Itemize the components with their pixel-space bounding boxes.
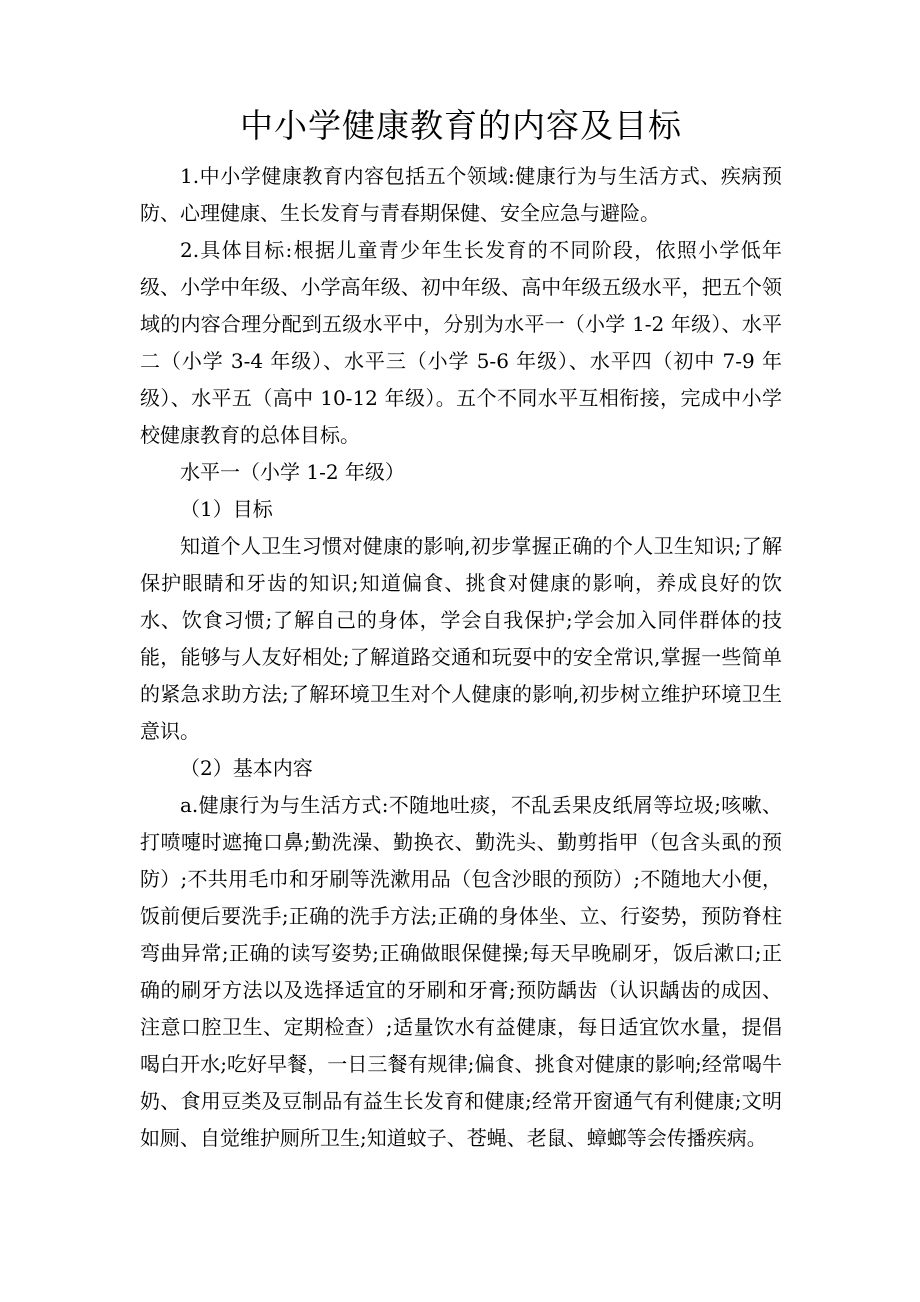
basic-content-heading: （2）基本内容 (180, 756, 313, 780)
goal-text: 知道个人卫生习惯对健康的影响,初步掌握正确的个人卫生知识;了解保护眼睛和牙齿的知识;知道偏食、挑食对健康的影响，养成良好的饮水、饮食习惯;了解自己的身体，学会自我保护;学会加入同伴群体的技能，能够与人友好相处;了解道路交通和玩耍中的安全常识,掌握一些简单的紧急求助方法;了解环境卫生对个人健康的影响,初步树立维护环境卫生意识。 (140, 534, 782, 743)
basic-content-text: a.健康行为与生活方式:不随地吐痰，不乱丢果皮纸屑等垃圾;咳嗽、打喷嚏时遮掩口鼻;勤洗澡、勤换衣、勤洗头、勤剪指甲（包含头虱的预防）;不共用毛巾和牙刷等洗漱用品（包含沙眼的预防）;不随地大小便，饭前便后要洗手;正确的洗手方法;正确的身体坐、立、行姿势，预防脊柱弯曲异常;正确的读写姿势;正确做眼保健操;每天早晚刷牙，饭后漱口;正确的刷牙方法以及选择适宜的牙刷和牙膏;预防龋齿（认识龋齿的成因、注意口腔卫生、定期检查）;适量饮水有益健康，每日适宜饮水量，提倡喝白开水;吃好早餐，一日三餐有规律;偏食、挑食对健康的影响;经常喝牛奶、食用豆类及豆制品有益生长发育和健康;经常开窗通气有利健康;文明如厕、自觉维护厕所卫生;知道蚊子、苍蝇、老鼠、蟑螂等会传播疾病。 (140, 793, 782, 1150)
goal-heading: （1）目标 (180, 497, 273, 521)
paragraph-domains: 1.中小学健康教育内容包括五个领域:健康行为与生活方式、疾病预防、心理健康、生长发育与青春期保健、安全应急与避险。 (140, 164, 782, 225)
document-page (140, 100, 782, 1157)
page-title: 中小学健康教育的内容及目标 (240, 106, 682, 145)
level-one-heading: 水平一（小学 1-2 年级） (180, 460, 405, 484)
paragraph-specific-goals: 2.具体目标:根据儿童青少年生长发育的不同阶段，依照小学低年级、小学中年级、小学高年级、初中年级、高中年级五级水平，把五个领域的内容合理分配到五级水平中，分别为水平一（小学 1-2 年级）、水平二（小学 3-4 年级）、水平三（小学 5-6 年级）、水平四（初中 7-9 年级）、水平五（高中 10-12 年级）。五个不同水平互相衔接，完成中小学校健康教育的总体目标。 (140, 238, 782, 447)
